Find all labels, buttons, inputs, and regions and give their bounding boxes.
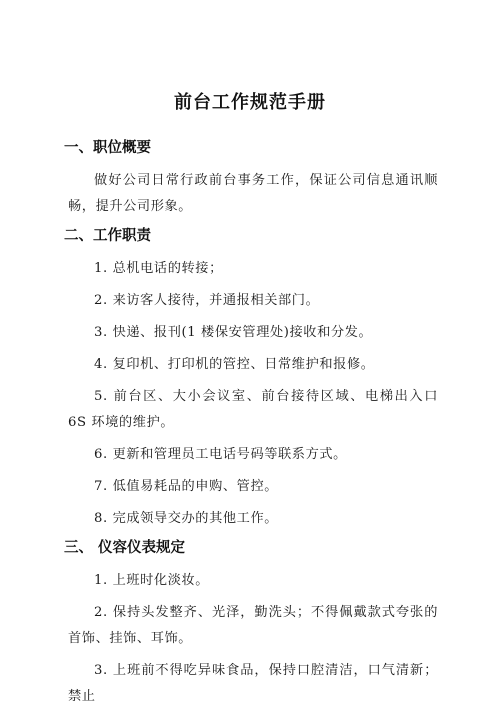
section-heading: 三、 仪容仪表规定 — [64, 540, 186, 556]
list-item: 6. 更新和管理员工电话号码等联系方式。 — [94, 447, 347, 462]
list-item: 1. 上班时化淡妆。 — [94, 573, 210, 588]
document-body — [64, 138, 438, 716]
list-item: 8. 完成领导交办的其他工作。 — [94, 511, 279, 526]
list-item: 7. 低值易耗品的申购、管控。 — [94, 479, 279, 494]
list-item: 3. 快递、报刊(1 楼保安管理处)接收和分发。 — [94, 325, 373, 340]
section-appearance-rules — [64, 538, 438, 710]
document-title: 前台工作规范手册 — [174, 92, 326, 113]
section-heading: 一、职位概要 — [64, 140, 151, 156]
section-job-duties — [64, 226, 438, 532]
section-job-summary — [64, 138, 438, 220]
list-item: 2. 来访客人接待，并通报相关部门。 — [94, 293, 320, 308]
list-item: 1. 总机电话的转接； — [94, 261, 223, 276]
list-item: 2. 保持头发整齐、光泽，勤洗头；不得佩戴款式夸张的首饰、挂饰、耳饰。 — [68, 605, 438, 646]
paragraph: 做好公司日常行政前台事务工作，保证公司信息通讯顺畅，提升公司形象。 — [68, 173, 438, 214]
list-item: 5. 前台区、大小会议室、前台接待区域、电梯出入口 6S 环境的维护。 — [68, 389, 438, 430]
list-item: 3. 上班前不得吃异味食品，保持口腔清洁，口气清新；禁止 — [68, 663, 438, 704]
section-heading: 二、工作职责 — [64, 228, 151, 244]
list-item: 4. 复印机、打印机的管控、日常维护和报修。 — [94, 357, 375, 372]
